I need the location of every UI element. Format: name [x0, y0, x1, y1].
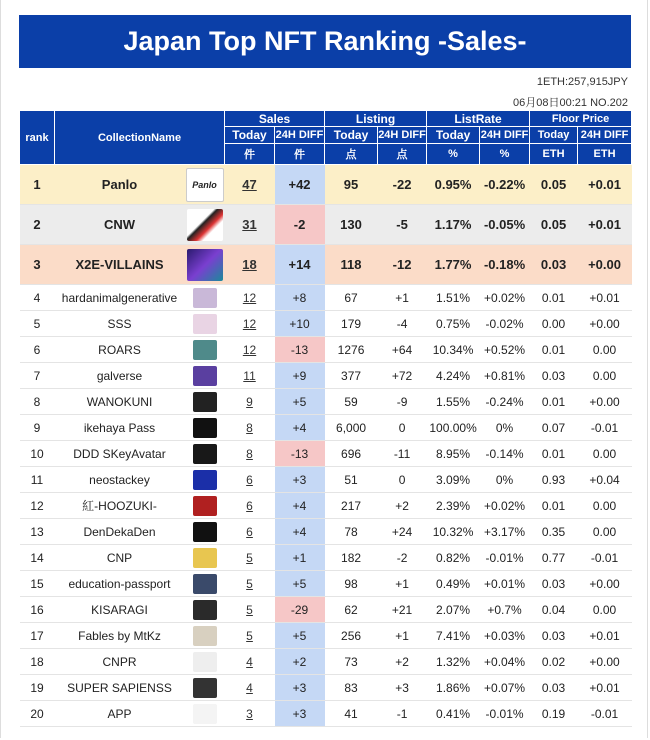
sales-diff: +5: [275, 389, 325, 415]
listing-diff: +2: [378, 649, 427, 675]
listrate-diff: -0.14%: [480, 441, 530, 467]
listrate-diff: -0.02%: [480, 311, 530, 337]
listing-diff: +24: [378, 519, 427, 545]
floor-diff-unit: ETH: [578, 144, 632, 165]
rank-cell: 19: [20, 675, 55, 701]
listing-diff: -2: [378, 545, 427, 571]
table-row: [20, 165, 632, 205]
listrate-diff: +0.03%: [480, 623, 530, 649]
sales-diff: +10: [275, 311, 325, 337]
sales-today[interactable]: 12: [225, 311, 275, 337]
sales-today[interactable]: 31: [225, 205, 275, 245]
listrate-diff: +0.01%: [480, 571, 530, 597]
listrate-diff: +0.02%: [480, 493, 530, 519]
listrate-today: 3.09%: [427, 467, 480, 493]
listrate-today: 10.34%: [427, 337, 480, 363]
education-passport-icon: [193, 574, 217, 594]
collection-name[interactable]: ROARS: [55, 337, 185, 363]
listrate-today: 1.55%: [427, 389, 480, 415]
sales-diff: +4: [275, 415, 325, 441]
floor-diff: +0.01: [578, 165, 632, 205]
table-row: [20, 545, 632, 571]
listrate-diff: -0.01%: [480, 701, 530, 727]
x2e-villains-icon: [187, 249, 223, 281]
rank-cell: 10: [20, 441, 55, 467]
sales-today[interactable]: 5: [225, 597, 275, 623]
sales-diff: +42: [275, 165, 325, 205]
listrate-diff: +3.17%: [480, 519, 530, 545]
listing-diff: +1: [378, 285, 427, 311]
floor-diff: +0.01: [578, 623, 632, 649]
floor-today: 0.02: [530, 649, 578, 675]
listing-today: 696: [325, 441, 378, 467]
collection-name[interactable]: Fables by MtKz: [55, 623, 185, 649]
listing-diff: +72: [378, 363, 427, 389]
listing-diff: -4: [378, 311, 427, 337]
fables-icon: [193, 626, 217, 646]
table-row: [20, 597, 632, 623]
hardanimal-icon: [193, 288, 217, 308]
collection-header: CollectionName: [55, 111, 225, 165]
table-row: [20, 205, 632, 245]
collection-name[interactable]: KISARAGI: [55, 597, 185, 623]
listing-diff: +3: [378, 675, 427, 701]
rank-cell: 16: [20, 597, 55, 623]
rank-cell: 18: [20, 649, 55, 675]
floor-today: 0.05: [530, 165, 578, 205]
listrate-diff: -0.18%: [480, 245, 530, 285]
eth-rate: 1ETH:257,915JPY: [536, 76, 628, 88]
collection-name[interactable]: galverse: [55, 363, 185, 389]
floor-today-unit: ETH: [530, 144, 578, 165]
ddd-skeyavatar-icon: [193, 444, 217, 464]
sales-today[interactable]: 4: [225, 649, 275, 675]
sales-today[interactable]: 5: [225, 623, 275, 649]
listrate-today: 0.75%: [427, 311, 480, 337]
listing-today: 6,000: [325, 415, 378, 441]
listing-header: Listing: [325, 111, 427, 127]
rank-cell: 11: [20, 467, 55, 493]
sales-today[interactable]: 3: [225, 701, 275, 727]
sales-today[interactable]: 18: [225, 245, 275, 285]
listing-diff: +1: [378, 623, 427, 649]
rank-cell: 12: [20, 493, 55, 519]
hoozuki-icon: [193, 496, 217, 516]
listrate-diff: 0%: [480, 415, 530, 441]
wanokuni-icon: [193, 392, 217, 412]
floor-diff: +0.01: [578, 675, 632, 701]
sales-diff: +2: [275, 649, 325, 675]
floor-today: 0.07: [530, 415, 578, 441]
listrate-today: 0.82%: [427, 545, 480, 571]
sales-today[interactable]: 11: [225, 363, 275, 389]
sales-today-unit: 件: [225, 144, 275, 165]
floor-diff: 0.00: [578, 441, 632, 467]
listrate-header: ListRate: [427, 111, 530, 127]
listing-today: 217: [325, 493, 378, 519]
table-row: [20, 701, 632, 727]
collection-name[interactable]: WANOKUNI: [55, 389, 185, 415]
rank-cell: 5: [20, 311, 55, 337]
collection-name[interactable]: Panlo: [55, 165, 185, 205]
sales-today[interactable]: 5: [225, 571, 275, 597]
cnw-logo-icon: [187, 209, 223, 241]
rank-header: rank: [20, 111, 55, 165]
kisaragi-icon: [193, 600, 217, 620]
floor-today: 0.04: [530, 597, 578, 623]
rate-today-unit: %: [427, 144, 480, 165]
floor-today: 0.77: [530, 545, 578, 571]
sales-diff: +4: [275, 519, 325, 545]
collection-name[interactable]: CNW: [55, 205, 185, 245]
listing-today: 78: [325, 519, 378, 545]
listing-diff: -5: [378, 205, 427, 245]
sales-diff: -29: [275, 597, 325, 623]
listrate-diff: -0.24%: [480, 389, 530, 415]
listing-diff: 0: [378, 467, 427, 493]
floor-today: 0.03: [530, 675, 578, 701]
floor-today: 0.93: [530, 467, 578, 493]
table-row: [20, 467, 632, 493]
floor-diff-header: 24H DIFF: [578, 127, 632, 144]
listing-today: 1276: [325, 337, 378, 363]
super-sapienss-icon: [193, 678, 217, 698]
floor-diff: 0.00: [578, 363, 632, 389]
listrate-today: 2.07%: [427, 597, 480, 623]
listrate-today: 0.95%: [427, 165, 480, 205]
rank-cell: 2: [20, 205, 55, 245]
floor-today: 0.01: [530, 389, 578, 415]
sales-diff: +3: [275, 701, 325, 727]
floor-today: 0.35: [530, 519, 578, 545]
collection-name[interactable]: DDD SKeyAvatar: [55, 441, 185, 467]
rank-cell: 4: [20, 285, 55, 311]
table-row: [20, 571, 632, 597]
rank-cell: 13: [20, 519, 55, 545]
rate-diff-unit: %: [480, 144, 530, 165]
listrate-diff: +0.81%: [480, 363, 530, 389]
listing-today: 98: [325, 571, 378, 597]
sales-today[interactable]: 12: [225, 337, 275, 363]
table-row: [20, 285, 632, 311]
rank-cell: 17: [20, 623, 55, 649]
listrate-diff: +0.52%: [480, 337, 530, 363]
listrate-today: 1.77%: [427, 245, 480, 285]
listing-diff: -9: [378, 389, 427, 415]
sales-diff: +14: [275, 245, 325, 285]
listrate-diff: -0.22%: [480, 165, 530, 205]
floor-diff: 0.00: [578, 597, 632, 623]
floor-diff: -0.01: [578, 701, 632, 727]
listrate-today: 2.39%: [427, 493, 480, 519]
sales-diff: -13: [275, 441, 325, 467]
listing-diff: +64: [378, 337, 427, 363]
listrate-today: 1.51%: [427, 285, 480, 311]
listrate-diff: +0.04%: [480, 649, 530, 675]
app-icon: [193, 704, 217, 724]
roars-icon: [193, 340, 217, 360]
page-title: Japan Top NFT Ranking -Sales-: [19, 15, 631, 68]
sales-diff-unit: 件: [275, 144, 325, 165]
floor-diff: +0.00: [578, 389, 632, 415]
rank-cell: 8: [20, 389, 55, 415]
floor-today: 0.01: [530, 493, 578, 519]
galverse-icon: [193, 366, 217, 386]
listrate-today: 1.17%: [427, 205, 480, 245]
floor-diff: 0.00: [578, 493, 632, 519]
rank-cell: 20: [20, 701, 55, 727]
floor-today: 0.01: [530, 441, 578, 467]
listrate-today: 0.49%: [427, 571, 480, 597]
cnpr-icon: [193, 652, 217, 672]
sales-diff: +5: [275, 571, 325, 597]
listing-today: 130: [325, 205, 378, 245]
floor-today: 0.03: [530, 623, 578, 649]
sales-today[interactable]: 5: [225, 545, 275, 571]
rank-cell: 1: [20, 165, 55, 205]
sss-icon: [193, 314, 217, 334]
update-timestamp: 06月08日00:21 NO.202: [513, 97, 628, 109]
listing-today: 118: [325, 245, 378, 285]
ranking-table: [19, 110, 632, 727]
floor-today-header: Today: [530, 127, 578, 144]
floor-today: 0.03: [530, 363, 578, 389]
listrate-diff: 0%: [480, 467, 530, 493]
table-row: [20, 245, 632, 285]
sales-diff: +4: [275, 493, 325, 519]
floor-diff: +0.01: [578, 285, 632, 311]
cnp-icon: [193, 548, 217, 568]
listing-diff: -11: [378, 441, 427, 467]
listing-today-header: Today: [325, 127, 378, 144]
listing-diff: -22: [378, 165, 427, 205]
sales-diff: +9: [275, 363, 325, 389]
listrate-diff: +0.7%: [480, 597, 530, 623]
listrate-today: 10.32%: [427, 519, 480, 545]
listing-diff: 0: [378, 415, 427, 441]
sales-header: Sales: [225, 111, 325, 127]
rank-cell: 6: [20, 337, 55, 363]
sales-diff: -13: [275, 337, 325, 363]
floor-today: 0.01: [530, 285, 578, 311]
table-row: [20, 519, 632, 545]
table-row: [20, 493, 632, 519]
listing-today: 67: [325, 285, 378, 311]
sales-diff: -2: [275, 205, 325, 245]
table-row: [20, 415, 632, 441]
sales-diff: +8: [275, 285, 325, 311]
floor-today: 0.05: [530, 205, 578, 245]
floor-diff: -0.01: [578, 545, 632, 571]
rank-cell: 3: [20, 245, 55, 285]
sales-diff: +1: [275, 545, 325, 571]
listing-diff: +1: [378, 571, 427, 597]
listing-today: 83: [325, 675, 378, 701]
listrate-today: 1.86%: [427, 675, 480, 701]
sales-today[interactable]: 6: [225, 467, 275, 493]
listrate-diff: -0.05%: [480, 205, 530, 245]
table-row: [20, 441, 632, 467]
listing-today: 182: [325, 545, 378, 571]
floor-diff: +0.01: [578, 205, 632, 245]
listing-today: 377: [325, 363, 378, 389]
floor-price-header: Floor Price: [530, 111, 632, 127]
sales-today[interactable]: 9: [225, 389, 275, 415]
sales-diff: +3: [275, 467, 325, 493]
floor-diff: -0.01: [578, 415, 632, 441]
listrate-diff: +0.02%: [480, 285, 530, 311]
sales-today[interactable]: 8: [225, 441, 275, 467]
collection-name[interactable]: DenDekaDen: [55, 519, 185, 545]
listrate-today: 0.41%: [427, 701, 480, 727]
collection-name[interactable]: education-passport: [55, 571, 185, 597]
floor-diff: +0.00: [578, 245, 632, 285]
listing-today-unit: 点: [325, 144, 378, 165]
listing-diff-unit: 点: [378, 144, 427, 165]
sales-diff: +5: [275, 623, 325, 649]
sales-diff-header: 24H DIFF: [275, 127, 325, 144]
sales-today[interactable]: 12: [225, 285, 275, 311]
floor-today: 0.00: [530, 311, 578, 337]
listrate-today: 4.24%: [427, 363, 480, 389]
neostackey-icon: [193, 470, 217, 490]
table-row: [20, 337, 632, 363]
listing-today: 51: [325, 467, 378, 493]
rate-today-header: Today: [427, 127, 480, 144]
sales-today-header: Today: [225, 127, 275, 144]
sales-today[interactable]: 8: [225, 415, 275, 441]
listrate-diff: -0.01%: [480, 545, 530, 571]
dendekaden-icon: [193, 522, 217, 542]
collection-name[interactable]: CNP: [55, 545, 185, 571]
listrate-today: 1.32%: [427, 649, 480, 675]
listing-today: 73: [325, 649, 378, 675]
listrate-today: 100.00%: [427, 415, 480, 441]
table-row: [20, 649, 632, 675]
listrate-today: 7.41%: [427, 623, 480, 649]
listing-diff: +2: [378, 493, 427, 519]
table-row: [20, 623, 632, 649]
listrate-diff: +0.07%: [480, 675, 530, 701]
collection-name[interactable]: X2E-VILLAINS: [55, 245, 185, 285]
listing-diff-header: 24H DIFF: [378, 127, 427, 144]
floor-today: 0.19: [530, 701, 578, 727]
table-row: [20, 311, 632, 337]
floor-diff: +0.04: [578, 467, 632, 493]
listing-diff: +21: [378, 597, 427, 623]
collection-name[interactable]: hardanimalgenerative: [55, 285, 185, 311]
listing-diff: -1: [378, 701, 427, 727]
rank-cell: 9: [20, 415, 55, 441]
sales-today[interactable]: 47: [225, 165, 275, 205]
collection-name[interactable]: SUPER SAPIENSS: [55, 675, 185, 701]
listing-diff: -12: [378, 245, 427, 285]
listing-today: 95: [325, 165, 378, 205]
listing-today: 59: [325, 389, 378, 415]
rank-cell: 7: [20, 363, 55, 389]
collection-name[interactable]: 紅-HOOZUKI-: [55, 493, 185, 519]
sales-diff: +3: [275, 675, 325, 701]
rank-cell: 14: [20, 545, 55, 571]
rate-diff-header: 24H DIFF: [480, 127, 530, 144]
listrate-today: 8.95%: [427, 441, 480, 467]
floor-diff: 0.00: [578, 519, 632, 545]
table-row: [20, 675, 632, 701]
collection-name[interactable]: CNPR: [55, 649, 185, 675]
floor-diff: +0.00: [578, 311, 632, 337]
table-row: [20, 389, 632, 415]
floor-today: 0.03: [530, 245, 578, 285]
ikehaya-pass-icon: [193, 418, 217, 438]
sales-today[interactable]: 6: [225, 493, 275, 519]
collection-name[interactable]: APP: [55, 701, 185, 727]
listing-today: 41: [325, 701, 378, 727]
sales-today[interactable]: 4: [225, 675, 275, 701]
sales-today[interactable]: 6: [225, 519, 275, 545]
listing-today: 256: [325, 623, 378, 649]
collection-name[interactable]: ikehaya Pass: [55, 415, 185, 441]
floor-diff: 0.00: [578, 337, 632, 363]
floor-diff: +0.00: [578, 571, 632, 597]
collection-name[interactable]: SSS: [55, 311, 185, 337]
collection-name[interactable]: neostackey: [55, 467, 185, 493]
table-row: [20, 363, 632, 389]
rank-cell: 15: [20, 571, 55, 597]
floor-diff: +0.00: [578, 649, 632, 675]
floor-today: 0.03: [530, 571, 578, 597]
panlo-logo-icon: Panlo: [186, 168, 224, 202]
listing-today: 179: [325, 311, 378, 337]
listing-today: 62: [325, 597, 378, 623]
floor-today: 0.01: [530, 337, 578, 363]
